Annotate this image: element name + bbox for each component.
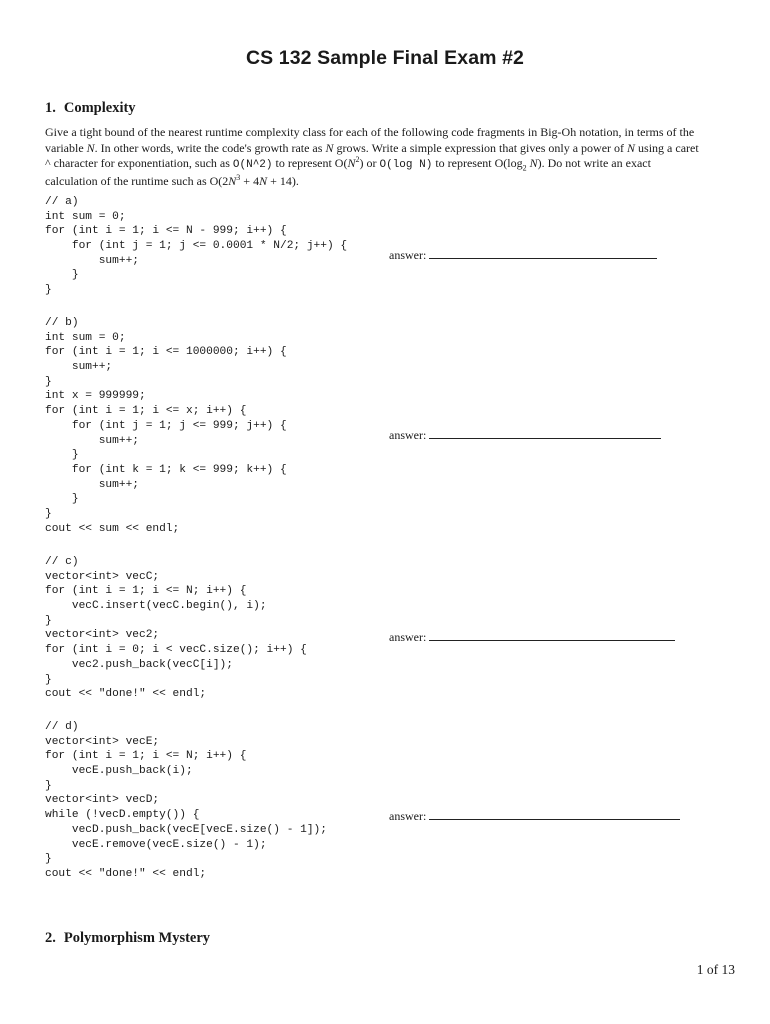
example-code-n-squared: O(N^2) [232, 159, 273, 171]
answer-line-d[interactable] [389, 809, 680, 824]
instructions-paragraph [45, 125, 735, 189]
answer-blank-d[interactable] [429, 809, 680, 820]
instructions-line-1: Give a tight bound of the nearest runtime complexity class for each of the following code fragments in Big-Oh notation, in terms of the [45, 125, 695, 139]
section-2-number: 2. [45, 930, 56, 946]
answer-label-a: answer: [389, 248, 427, 262]
code-fragment-c: // c) vector<int> vecC; for (int i = 1; i <= N; i++) { vecC.insert(vecC.begin(), i); } vector<int> vec2; for (int i = 0; i < vecC.size(); i++) { vec2.push_back(vecC[i]); } cout << "done!" << endl; [45, 556, 307, 701]
code-fragment-a: // a) int sum = 0; for (int i = 1; i <= N - 999; i++) { for (int j = 1; j <= 0.0001 * N/2; j++) { sum++; } } [45, 196, 348, 297]
instructions-line-4: calculation of the runtime such as $O(2N^3 + 4N + 14)$. [45, 172, 299, 188]
answer-line-b[interactable] [389, 428, 661, 443]
section-1-number: 1. [45, 100, 56, 116]
answer-label-d: answer: [389, 809, 427, 823]
answer-blank-b[interactable] [429, 428, 661, 439]
answer-blank-c[interactable] [429, 630, 675, 641]
instructions-line-3: ^ character for exponentiation, such as O(N^2) to represent $O(N^2)$ or O(log N) to represent $O(\log_2$ N). Do not write an exact [45, 155, 651, 173]
instructions-line-2: variable N. In other words, write the code's growth rate as N grows. Write a simple expression that gives only a power of N using a caret [45, 140, 699, 155]
exam-title: CS 132 Sample Final Exam #2 [245, 47, 524, 69]
answer-label-b: answer: [389, 428, 427, 442]
code-fragment-d: // d) vector<int> vecE; for (int i = 1; i <= N; i++) { vecE.push_back(i); } vector<int> vecD; while (!vecD.empty()) { vecD.push_back(vecE[vecE.size() - 1]); vecE.remove(vecE.size() - 1); } cout << "done!" << endl; [45, 721, 327, 880]
section-2-title: Polymorphism Mystery [63, 930, 211, 946]
answer-blank-a[interactable] [429, 248, 657, 259]
answer-line-a[interactable] [389, 248, 657, 263]
example-code-log-n: O(log N) [379, 159, 433, 171]
answer-label-c: answer: [389, 630, 427, 644]
section-1-heading [45, 100, 136, 117]
section-2-heading [45, 930, 210, 947]
answer-line-c[interactable] [389, 630, 675, 645]
section-1-title: Complexity [63, 100, 136, 116]
page-number: 1 of 13 [696, 962, 735, 977]
code-fragment-b: // b) int sum = 0; for (int i = 1; i <= 1000000; i++) { sum++; } int x = 999999; for (int i = 1; i <= x; i++) { for (int j = 1; j <= 999; j++) { sum++; } for (int k = 1; k <= 999; k++) { sum++; } } cout << sum << endl; [45, 317, 287, 535]
